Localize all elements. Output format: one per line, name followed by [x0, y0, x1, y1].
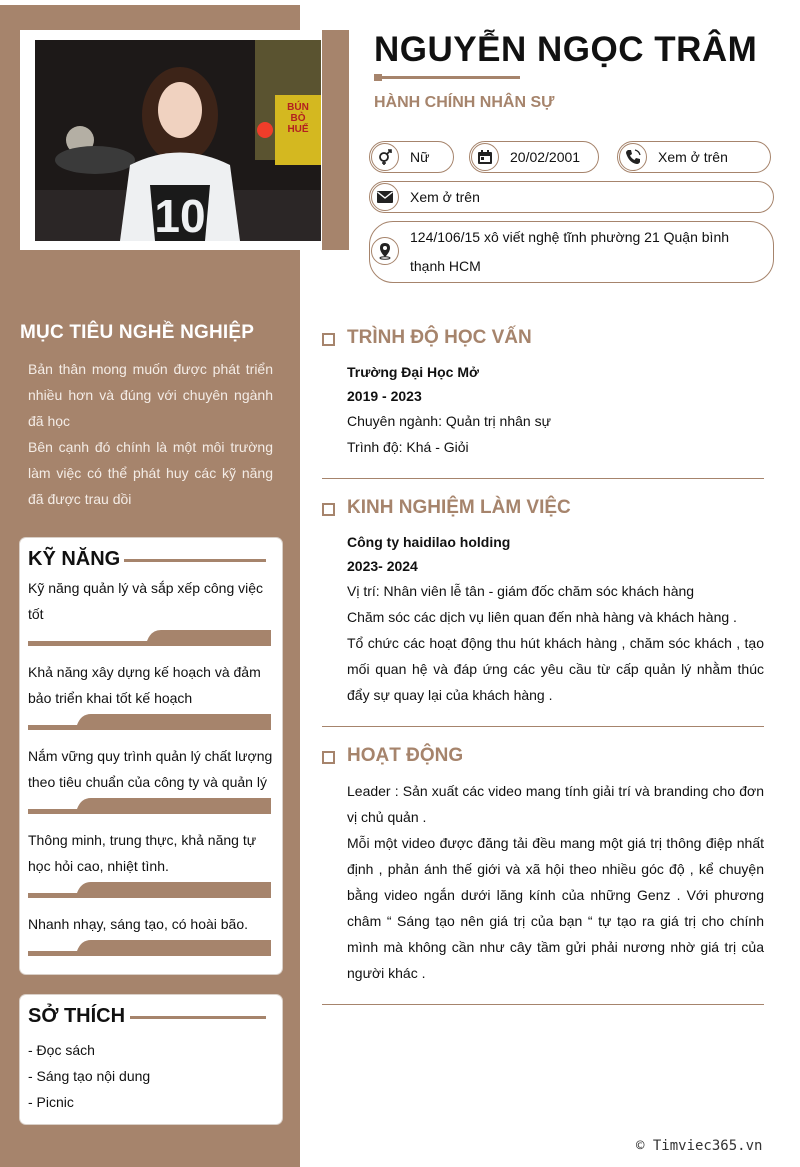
education-period: 2019 - 2023	[347, 388, 422, 404]
candidate-name: NGUYỄN NGỌC TRÂM	[374, 30, 758, 69]
address-line-2: thạnh HCM	[410, 258, 481, 274]
phone-field	[617, 141, 771, 173]
activities-bullet-icon	[322, 751, 335, 764]
experience-divider	[322, 726, 764, 727]
phone-icon	[619, 143, 647, 171]
skill-item-2-line1: Khả năng xây dựng kế hoạch và đảm	[28, 664, 261, 680]
email-field	[369, 181, 774, 213]
skills-card	[20, 538, 282, 974]
skill-item-2	[28, 659, 273, 711]
photo-sign-text: BÚN BÒ HUẾ	[287, 102, 309, 135]
profile-photo	[35, 40, 321, 241]
skill-level-bar-1	[28, 630, 271, 646]
experience-period: 2023- 2024	[347, 558, 418, 574]
hobbies-title-rule	[130, 1016, 266, 1019]
objective-title: MỤC TIÊU NGHỀ NGHIỆP	[20, 322, 255, 343]
skill-level-bar-2	[28, 714, 271, 730]
phone-value: Xem ở trên	[658, 149, 728, 165]
envelope-icon	[371, 183, 399, 211]
gender-value: Nữ	[410, 149, 430, 165]
skill-item-3-line1: Nắm vững quy trình quản lý chất lượng	[28, 748, 273, 764]
experience-position: Vị trí: Nhân viên lễ tân - giám đốc chăm sóc khách hàng	[347, 583, 695, 599]
objective-text	[28, 356, 273, 512]
skill-level-bar-2-fill	[28, 714, 271, 730]
hobby-item-2: - Sáng tạo nội dung	[28, 1068, 151, 1084]
skill-level-bar-4-fill	[28, 882, 271, 898]
skill-level-bar-4	[28, 882, 271, 898]
education-divider	[322, 478, 764, 479]
activities-paragraph-2: Mỗi một video được đăng tải đều mang một giá trị thông điệp nhất định , phản ánh thế giới và xã hội theo nhiều góc độ , kể chuyện bằng video ngắn dưới lăng kính của những Genz . Với phương châm “ Sáng tạo nên giá trị của bạn “ tự tạo ra giá trị cho chính mình mà không cần như cây tầm gửi phải nương nhờ giá trị của người khác .	[347, 835, 764, 981]
experience-company: Công ty haidilao holding	[347, 534, 511, 550]
activities-paragraph-1: Leader : Sản xuất các video mang tính giải trí và branding cho đơn vị chủ quản .	[347, 783, 764, 825]
education-bullet-icon	[322, 333, 335, 346]
skill-level-bar-5-fill	[28, 940, 271, 956]
skill-item-5	[28, 911, 273, 937]
photo-shirt-number: 10	[154, 190, 206, 241]
education-level: Trình độ: Khá - Giỏi	[347, 439, 469, 455]
footer-watermark: © Timviec365.vn	[636, 1138, 763, 1154]
skill-item-4-line1: Thông minh, trung thực, khả năng tự	[28, 832, 257, 848]
experience-bullet-icon	[322, 503, 335, 516]
skill-item-5-line1: Nhanh nhạy, sáng tạo, có hoài bão.	[28, 916, 249, 932]
education-title: TRÌNH ĐỘ HỌC VẤN	[347, 327, 532, 348]
job-title: HÀNH CHÍNH NHÂN SỰ	[374, 94, 555, 111]
address-field	[369, 221, 774, 283]
skill-item-3	[28, 743, 273, 795]
skill-level-bar-5	[28, 940, 271, 956]
education-school: Trường Đại Học Mở	[347, 364, 479, 380]
skill-item-1-line1: Kỹ năng quản lý và sắp xếp công việc	[28, 580, 264, 596]
gender-icon	[371, 143, 399, 171]
experience-title: KINH NGHIỆM LÀM VIỆC	[347, 497, 571, 518]
email-value: Xem ở trên	[410, 189, 480, 205]
skills-title-rule	[124, 559, 266, 562]
activities-title: HOẠT ĐỘNG	[347, 745, 464, 766]
skill-item-1-line2: tốt	[28, 606, 44, 622]
education-major: Chuyên ngành: Quản trị nhân sự	[347, 413, 551, 429]
skill-item-4-line2: học hỏi cao, nhiệt tình.	[28, 858, 169, 874]
skill-level-bar-3	[28, 798, 271, 814]
hobbies-card	[20, 995, 282, 1124]
photo-accent-bar	[322, 30, 349, 250]
name-underline-dot	[374, 74, 382, 81]
skill-item-2-line2: bảo triển khai tốt kế hoạch	[28, 690, 193, 706]
skill-item-4	[28, 827, 273, 879]
objective-paragraph-2: Bên cạnh đó chính là một môi trường làm việc có thể phát huy các kỹ năng đã được trau dồi	[28, 439, 273, 507]
skill-level-bar-3-fill	[28, 798, 271, 814]
objective-paragraph-1: Bản thân mong muốn được phát triển nhiều hơn và đúng với chuyên ngành đã học	[28, 361, 273, 429]
address-value	[410, 223, 729, 281]
skill-item-3-line2: theo tiêu chuẩn của công ty và quản lý	[28, 774, 267, 790]
experience-duty-1: Chăm sóc các dịch vụ liên quan đến nhà hàng và khách hàng .	[347, 609, 737, 625]
hobby-item-1: - Đọc sách	[28, 1042, 95, 1058]
skills-title: KỸ NĂNG	[28, 548, 121, 570]
experience-duty-2: Tổ chức các hoạt động thu hút khách hàng , chăm sóc khách , tạo mối quan hệ và đáp ứng các yêu cầu từ cấp quản lý nhằm thúc đẩy sự quay lại của khách hàng .	[347, 635, 764, 703]
birthdate-value: 20/02/2001	[510, 149, 581, 165]
calendar-icon	[471, 143, 499, 171]
birthdate-field	[469, 141, 599, 173]
hobby-item-3: - Picnic	[28, 1094, 74, 1110]
gender-field	[369, 141, 454, 173]
address-line-1: 124/106/15 xô viết nghệ tĩnh phường 21 Quận bình	[410, 229, 730, 245]
name-underline	[374, 76, 520, 79]
profile-photo-illustration	[35, 40, 321, 241]
map-pin-icon	[371, 237, 399, 265]
activities-divider	[322, 1004, 764, 1005]
skill-level-bar-1-fill	[28, 630, 271, 646]
skill-item-1	[28, 575, 273, 627]
hobbies-title: SỞ THÍCH	[28, 1005, 126, 1027]
